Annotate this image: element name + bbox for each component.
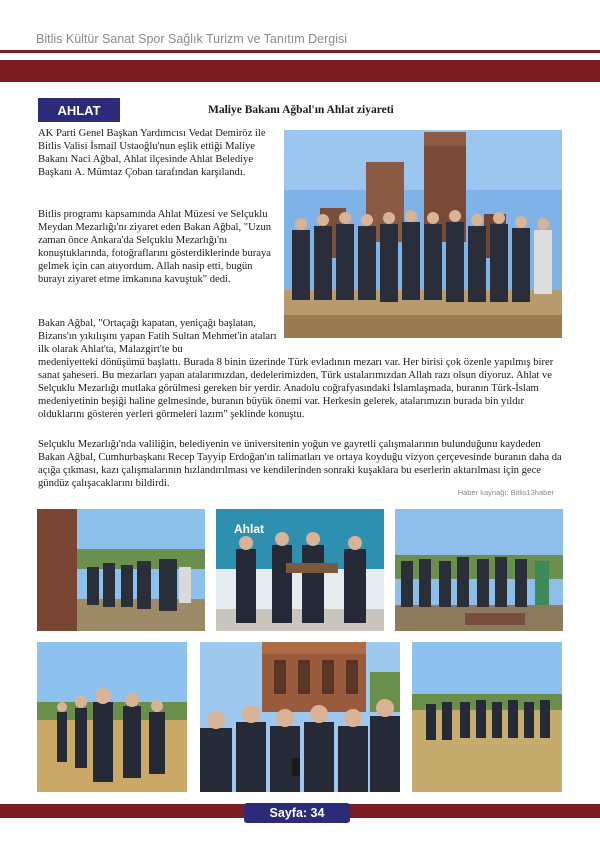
photo-walking-in-grass — [37, 642, 187, 792]
photo-walking-path — [412, 642, 562, 792]
paragraph-4: medeniyetteki dönüşümü başlattı. Burada 8 binin üzerinde Türk evladının mezarı var. Her birisi çok özenle yapılmış birer sanat şaheseri. Bu mezarları yapan atalarımızdan, dedelerimizden, Türk ustalarımızdan Allah razı olsun diyoruz. Ahlat ve Selçuklu Mezarlığı mutlaka görülmesi gereken bir yerdir. Anadolu coğrafyasındaki İslamlaşmada, buranın Türk-İslam medeniyetinin beşiği haline gelmesinde, buranın büyük önemi var. Herkesin gelerek, atalarımızın burada bin yıldır olduklarını gösteren yerleri görmeleri lazım" şeklinde konuştu. — [38, 357, 554, 421]
section-tag: AHLAT — [38, 98, 120, 122]
booth-sign-text: Ahlat — [234, 522, 264, 536]
header-rule-thick — [0, 60, 600, 82]
paragraph-1: AK Parti Genel Başkan Yardımcısı Vedat Demiröz ile Bitlis Valisi İsmail Ustaoğlu'nun eşlik ettiği Maliye Bakanı Naci Ağbal, Ahlat ilçesinde Ahlat Belediye Başkanı A. Mümtaz Çoban tarafından karşılandı. — [38, 128, 266, 179]
photo-walking-by-tombstone — [37, 509, 205, 631]
paragraph-5: Selçuklu Mezarlığı'nda valiliğin, belediyenin ve üniversitenin yoğun ve gayretli çalışmalarının bulunduğunu kaydeden Bakan Ağbal, Cumhurbaşkanı Recep Tayyip Erdoğan'ın talimatları ve ortaya koyduğu vizyon çerçevesinde buranın daha da açığa çıkması, kazı çalışmalarının hızlandırılması ve kendilerinden sonraki kuşaklara bu eserlerin aktarılması için gece gündüz çalışacaklarını bildirdi. — [38, 439, 562, 490]
article-headline: Maliye Bakanı Ağbal'ın Ahlat ziyareti — [208, 104, 394, 116]
paragraph-3: Bakan Ağbal, "Ortaçağı kapatan, yeniçağı başlatan, Bizans'ın yıkılışını yapan Fatih Sultan Mehmet'in ataları ilk olarak Ahlat'ta, Malazgirt'te bu — [38, 318, 277, 356]
page-number-badge: Sayfa: 34 — [244, 803, 350, 823]
news-source: Haber kaynağı: Bitlis13haber — [457, 488, 554, 497]
photo-group-in-cemetery — [395, 509, 563, 631]
paragraph-2: Bitlis programı kapsamında Ahlat Müzesi ve Selçuklu Meydan Mezarlığı'nı ziyaret eden Bakan Ağbal, "Uzun zaman önce Ankara'da Selçuklu Mezarlığı'nı konuştuklarında, fotoğraflarını gösterdiklerinde buraya gelmek için can atıyordum. Allah nasip etti, bugün burayı ziyaret etme imkanına kavuştuk" dedi. — [38, 209, 272, 286]
photo-museum-gift-presentation — [216, 509, 384, 631]
photo-press-interview-at-tomb — [200, 642, 400, 792]
magazine-title: Bitlis Kültür Sanat Spor Sağlık Turizm ve Tanıtım Dergisi — [36, 32, 347, 46]
header-rule-thin — [0, 50, 600, 53]
main-photo-group-at-tombstones — [284, 130, 562, 338]
